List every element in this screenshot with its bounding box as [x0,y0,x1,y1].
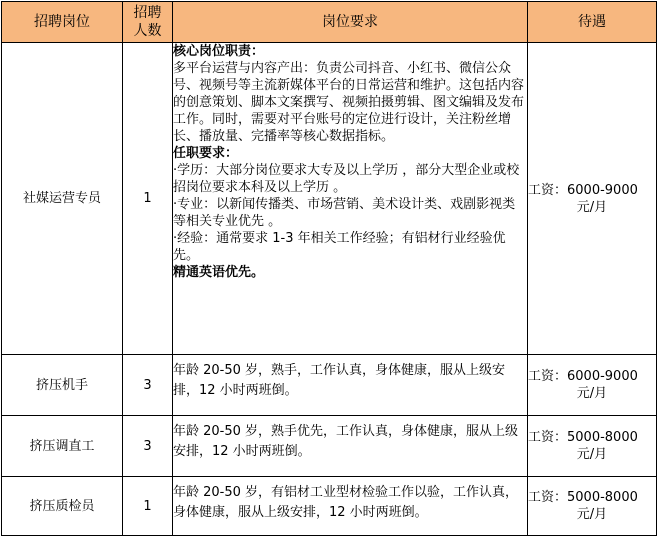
header-pay: 待遇 [528,2,657,43]
position-title: 挤压质检员 [2,477,123,536]
position-title: 社媒运营专员 [2,43,123,355]
pay-amount: 工资：5000-8000 [528,490,638,505]
pay-cell [528,416,657,477]
pay-amount: 工资：6000-9000 [528,369,638,384]
header-count-line1: 招聘 [133,5,162,21]
requirements-cell: 年龄 20-50 岁，熟手，工作认真，身体健康，服从上级安排，12 小时两班倒。 [173,355,528,416]
pay-cell [528,477,657,536]
hire-count: 3 [123,355,173,416]
pay-amount: 工资：5000-8000 [528,430,638,445]
pay-unit: 元/月 [576,447,608,462]
requirements-cell: 年龄 20-50 岁，有铝材工业型材检验工作以验，工作认真，身体健康，服从上级安排，12 小时两班倒。 [173,477,528,536]
requirements-cell: 年龄 20-50 岁，熟手优先，工作认真，身体健康，服从上级安排，12 小时两班倒。 [173,416,528,477]
table-row [2,43,657,355]
education-requirement: ·学历：大部分岗位要求大专及以上学历 ，部分大型企业或校招岗位要求本科及以上学历 。 [173,163,520,195]
position-title: 挤压调直工 [2,416,123,477]
job-listing-table [1,1,657,536]
header-count-line2: 人数 [133,23,162,39]
pay-unit: 元/月 [576,386,608,401]
english-requirement: 精通英语优先。 [173,265,265,280]
qualifications-heading: 任职要求： [173,146,239,161]
position-title: 挤压机手 [2,355,123,416]
table-row [2,355,657,416]
experience-requirement: ·经验：通常要求 1-3 年相关工作经验；有铝材行业经验优先。 [173,231,506,263]
table-row [2,477,657,536]
header-requirements: 岗位要求 [173,2,528,43]
major-requirement: ·专业：以新闻传播类、市场营销、美术设计类、戏剧影视类等相关专业优先 。 [173,197,516,229]
hire-count: 1 [123,477,173,536]
core-duties-text: 多平台运营与内容产出：负责公司抖音、小红书、微信公众号、视频号等主流新媒体平台的日常运营和维护。这包括内容的创意策划、脚本文案撰写、视频拍摄剪辑、图文编辑及发布工作。同时，需要对平台账号的定位进行设计，关注粉丝增长、播放量、完播率等核心数据指标。 [173,61,525,144]
table-row [2,416,657,477]
header-position: 招聘岗位 [2,2,123,43]
pay-unit: 元/月 [576,199,608,215]
table-header-row [2,2,657,43]
pay-amount: 工资：6000-9000 [528,182,638,198]
pay-cell [528,43,657,355]
hire-count: 3 [123,416,173,477]
header-count [123,2,173,43]
requirements-cell [173,43,528,355]
core-duties-heading: 核心岗位职责： [173,44,265,59]
pay-cell [528,355,657,416]
hire-count: 1 [123,43,173,355]
pay-unit: 元/月 [576,507,608,522]
